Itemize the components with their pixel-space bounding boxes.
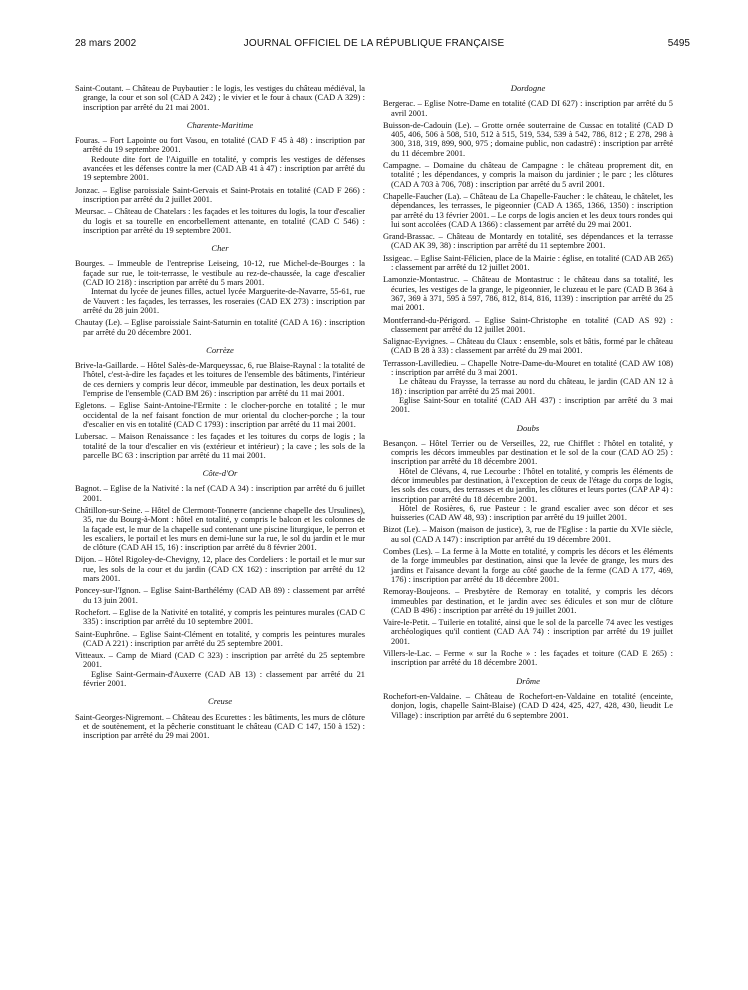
department-heading: Doubs — [516, 422, 540, 433]
entry-text: Besançon. – Hôtel Terrier ou de Verseilles, 22, rue Chifflet : l'hôtel en totalité, y compris les décors immeubles par destination et le sol de la cour (CAD AO 25) : inscription par arrêté du 18 décembre 2001. — [383, 438, 673, 467]
entry-text: Combes (Les). – La ferme à la Motte en totalité, y compris les décors et les éléments de la forge immeubles par destination, ainsi que la levée de grange, les murs des jardins et l'aisance devant la forge au côté gauche de la ferme (CAD A 177, 469, 176) : inscription par arrêté du 18 décembre 2001. — [383, 547, 673, 584]
monument-entry — [75, 432, 365, 460]
entry-text: Lubersac. – Maison Renaissance : les façades et les toitures du corps de logis ; la totalité de la tour d'escalier en vis (extérieur et intérieur) ; la cave ; les sols de la parcelle BC 63 : inscription par arrêté du 11 mai 2001. — [75, 432, 365, 460]
monument-entry — [383, 359, 673, 415]
entry-text: Chautay (Le). – Eglise paroissiale Saint-Saturnin en totalité (CAD A 16) : inscription par arrêté du 20 décembre 2001. — [75, 318, 365, 337]
entry-sub-paragraph: Hôtel de Clévans, 4, rue Lecourbe : l'hôtel en totalité, y compris les éléments de décor immeubles par destination, à l'exception de ceux de l'étage du corps de logis, les sols des cours, des terrasses et du jardin, les clôtures et leurs portes (CAP AP 4) : inscription par arrêté du 18 décembre 2001. — [391, 466, 673, 504]
monument-entry — [75, 84, 365, 112]
department-heading: Creuse — [207, 696, 233, 707]
entry-sub-paragraph: Internat du lycée de jeunes filles, actuel lycée Marguerite-de-Navarre, 55-61, rue de Vauvert : les façades, les terrasses, les roseraies (CAD EX 273) : inscription par arrêté du 28 juin 2001. — [83, 287, 365, 315]
entry-text: Remoray-Boujeons. – Presbytère de Remoray en totalité, y compris les décors immeubles par destination, et le jardin avec ses édicules et son mur de clôture (CAD B 496) : inscription par arrêté du 19 juillet 2001. — [383, 587, 673, 615]
entry-text: Salignac-Eyvignes. – Château du Claux : ensemble, sols et bâtis, formé par le château (CAD B 28 à 33) : classement par arrêté du 29 mai 2001. — [383, 337, 673, 356]
monument-entry — [75, 401, 365, 429]
monument-entry — [383, 254, 673, 273]
monument-entry — [75, 361, 365, 398]
entry-sub-paragraph: Eglise Saint-Sour en totalité (CAD AH 437) : inscription par arrêté du 3 mai 2001. — [391, 395, 673, 415]
entry-text: Rochefort-en-Valdaine. – Château de Rochefort-en-Valdaine en totalité (enceinte, donjon, logis, chapelle Saint-Blaise) (CAD D 424, 425, 427, 428, 430, lieudit Le Village) : inscription par arrêté du 6 septembre 2001. — [383, 691, 673, 720]
entry-text: Brive-la-Gaillarde. – Hôtel Salès-de-Marqueyssac, 6, rue Blaise-Raynal : la totalité de l'hôtel, c'est-à-dire les façades et les toitures de l'ensemble des bâtiments, l'intérieur de ces derniers y compris leur décor, immeuble par destination, les deux portails et l'emprise de l'ensemble (CAD BM 26) : inscription par arrêté du 11 mai 2001. — [75, 361, 365, 399]
monument-entry — [75, 259, 365, 315]
monument-entry — [383, 99, 673, 118]
entry-text: Bagnot. – Eglise de la Nativité : la nef (CAD A 34) : inscription par arrêté du 6 juillet 2001. — [75, 484, 365, 503]
monument-entry — [383, 192, 673, 229]
monument-entry — [75, 555, 365, 583]
monument-entry — [383, 618, 673, 646]
department-heading: Corrèze — [206, 344, 234, 355]
monument-entry — [75, 136, 365, 182]
entry-text: Jonzac. – Eglise paroissiale Saint-Gervais et Saint-Protais en totalité (CAD F 266) : inscription par arrêté du 2 juillet 2001. — [75, 185, 365, 204]
entry-text: Grand-Brassac. – Château de Montardy en totalité, ses dépendances et la terrasse (CAD AK 39, 38) : inscription par arrêté du 11 septembre 2001. — [383, 232, 673, 251]
monument-entry — [383, 587, 673, 615]
monument-entry — [75, 484, 365, 503]
right-column — [383, 84, 673, 723]
entry-text: Dijon. – Hôtel Rigoley-de-Chevigny, 12, place des Cordeliers : le portail et le mur sur rue, les sols de la cour et du jardin (CAD CX 162) : inscription par arrêté du 12 mars 2001. — [75, 555, 365, 584]
monument-entry — [75, 506, 365, 552]
entry-text: Montferrand-du-Périgord. – Eglise Saint-Christophe en totalité (CAD AS 92) : classement par arrêté du 12 juillet 2001. — [383, 315, 673, 334]
entry-text: Lamonzie-Montastruc. – Château de Montastruc : le château dans sa totalité, les écuries, les vestiges de la grange, le pigeonnier, le cluzeau et le parc (CAD B 364 à 367, 369 à 371, 595 à 597, 786, 812, 814, 816, 1139) : inscription par arrêté du 25 mai 2001. — [383, 275, 673, 313]
entry-sub-paragraph: Eglise Saint-Germain-d'Auxerre (CAD AB 13) : classement par arrêté du 21 février 2001. — [83, 669, 365, 689]
monument-entry — [75, 318, 365, 337]
entry-text: Saint-Euphrône. – Eglise Saint-Clément en totalité, y compris les peintures murales (CAD A 221) : inscription par arrêté du 25 septembre 2001. — [75, 629, 365, 648]
entry-sub-paragraph: Redoute dite fort de l'Aiguille en totalité, y compris les vestiges de défenses avancées et les défenses contre la mer (CAD AB 41 à 47) : inscription par arrêté du 19 septembre 2001. — [83, 154, 365, 183]
department-heading: Charente-Maritime — [186, 119, 254, 130]
entry-text: Saint-Coutant. – Château de Puybautier : le logis, les vestiges du château médiéval, la grange, la cour et son sol (CAD A 242) ; le vivier et le four à chaux (CAD A 329) : inscription par arrêté du 21 mai 2001. — [75, 84, 365, 112]
entry-text: Campagne. – Domaine du château de Campagne : le château proprement dit, en totalité ; les dépendances, y compris la maison du jardinier ; le parc ; les clôtures (CAD A 703 à 706, 708) : inscription par arrêté du 5 avril 2001. — [383, 161, 673, 189]
monument-entry — [383, 161, 673, 189]
entry-text: Fouras. – Fort Lapointe ou fort Vasou, en totalité (CAD F 45 à 48) : inscription par arrêté du 19 septembre 2001. — [75, 136, 365, 155]
entry-text: Châtillon-sur-Seine. – Hôtel de Clermont-Tonnerre (ancienne chapelle des Ursulines), 35, rue du Bourg-à-Mont : hôtel en totalité, y compris le balcon et les colonnes de la façade est, le mur de la chapelle sud contenant une piscine liturgique, le perron et les escaliers, le portail et les murs en demi-lune sur la rue, le sol du jardin et le mur de clôture (CAD AH 15, 16) : inscription par arrêté du 8 février 2001. — [75, 505, 365, 553]
department-heading: Côte-d'Or — [202, 468, 238, 479]
monument-entry — [75, 651, 365, 688]
entry-text: Egletons. – Eglise Saint-Antoine-l'Ermite : le clocher-porche en totalité ; le mur occidental de la nef faisant fonction de mur oriental du clocher-porche ; la tour d'escalier en vis en totalité (CAD C 1793) : inscription par arrêté du 11 mai 2001. — [75, 401, 365, 429]
monument-entry — [383, 232, 673, 251]
entry-sub-paragraph: Le château du Fraysse, la terrasse au nord du château, le jardin (CAD AN 12 à 18) : inscription par arrêté du 25 mai 2001. — [391, 377, 673, 396]
entry-text: Poncey-sur-l'Ignon. – Eglise Saint-Barthélémy (CAD AB 89) : classement par arrêté du 13 juin 2001. — [75, 586, 365, 605]
entry-text: Bourges. – Immeuble de l'entreprise Leiseing, 10-12, rue Michel-de-Bourges : la façade sur rue, le toit-terrasse, le vestibule au rez-de-chaussée, la cage d'escalier (CAD IO 218) : inscription par arrêté du 5 mars 2001. — [75, 259, 365, 288]
monument-entry — [75, 186, 365, 205]
monument-entry — [383, 439, 673, 523]
page-number: 5495 — [667, 38, 690, 49]
department-heading: Cher — [211, 243, 229, 254]
monument-entry — [383, 337, 673, 356]
page-header — [0, 38, 748, 52]
entry-sub-paragraph: Hôtel de Rosières, 6, rue Pasteur : le grand escalier avec son décor et ses huisseries (CAD AW 48, 93) : inscription par arrêté du 19 juillet 2001. — [391, 503, 673, 523]
monument-entry — [75, 630, 365, 649]
entry-text: Rochefort. – Eglise de la Nativité en totalité, y compris les peintures murales (CAD C 335) : inscription par arrêté du 10 septembre 2001. — [75, 607, 365, 627]
monument-entry — [75, 586, 365, 605]
monument-entry — [383, 121, 673, 158]
entry-text: Bergerac. – Eglise Notre-Dame en totalité (CAD DI 627) : inscription par arrêté du 5 avril 2001. — [383, 99, 673, 118]
entry-text: Issigeac. – Eglise Saint-Félicien, place de la Mairie : église, en totalité (CAD AB 265) : classement par arrêté du 12 juillet 2001. — [383, 253, 673, 273]
entry-text: Vitteaux. – Camp de Miard (CAD C 323) : inscription par arrêté du 25 septembre 2001. — [75, 651, 365, 670]
entry-text: Vaire-le-Petit. – Tuilerie en totalité, ainsi que le sol de la parcelle 74 avec les vestiges archéologiques qu'il contient (CAD AA 74) : inscription par arrêté du 19 juillet 2001. — [383, 618, 673, 646]
entry-text: Saint-Georges-Nigremont. – Château des Ecurettes : les bâtiments, les murs de clôture et de soutènement, et la pêcherie constituant le château (CAD C 147, 150 à 152) : inscription par arrêté du 29 mai 2001. — [75, 712, 365, 741]
monument-entry — [383, 547, 673, 584]
entry-text: Chapelle-Faucher (La). – Château de La Chapelle-Faucher : le château, le châtelet, les dépendances, les terrasses, le pigeonnier (CAD A 1365, 1366, 1350) : inscription par arrêté du 13 février 2001. – Le corps de logis ancien et les deux tours rondes qui lui sont accolées (CAD A 1366) : classement par arrêté du 29 mai 2001. — [383, 191, 673, 229]
entry-text: Meursac. – Château de Chatelars : les façades et les toitures du logis, la tour d'escalier du logis et sa tourelle en encorbellement attenante, en totalité (CAD C 546) : inscription par arrêté du 19 septembre 2001. — [75, 207, 365, 235]
left-column — [75, 84, 365, 744]
entry-text: Terrasson-Lavilledieu. – Chapelle Notre-Dame-du-Mouret en totalité (CAD AW 108) : inscription par arrêté du 3 mai 2001. — [383, 358, 673, 378]
entry-text: Villers-le-Lac. – Ferme « sur la Roche » : les façades et toiture (CAD E 265) : inscription par arrêté du 18 décembre 2001. — [383, 649, 673, 668]
monument-entry — [383, 525, 673, 544]
monument-entry — [383, 316, 673, 335]
entry-text: Bizot (Le). – Maison (maison de justice), 3, rue de l'Eglise : la partie du XVIe siècle, au sol (CAD A 147) : inscription par arrêté du 19 décembre 2001. — [383, 525, 673, 544]
journal-title: JOURNAL OFFICIEL DE LA RÉPUBLIQUE FRANÇAISE — [243, 38, 505, 49]
department-heading: Drôme — [516, 675, 540, 686]
monument-entry — [75, 207, 365, 235]
monument-entry — [75, 608, 365, 627]
header-date: 28 mars 2002 — [75, 38, 137, 49]
department-heading: Dordogne — [510, 83, 546, 93]
entry-text: Buisson-de-Cadouin (Le). – Grotte ornée souterraine de Cussac en totalité (CAD D 405, 406, 506 à 508, 510, 512 à 515, 519, 534, 539 à 542, 786, 812 ; E 278, 298 à 300, 318, 319, 899, 900, 975 ; domaine public, non cadastré) : inscription par arrêté du 11 décembre 2001. — [383, 120, 673, 158]
monument-entry — [383, 692, 673, 720]
monument-entry — [383, 275, 673, 312]
monument-entry — [383, 649, 673, 668]
monument-entry — [75, 713, 365, 741]
